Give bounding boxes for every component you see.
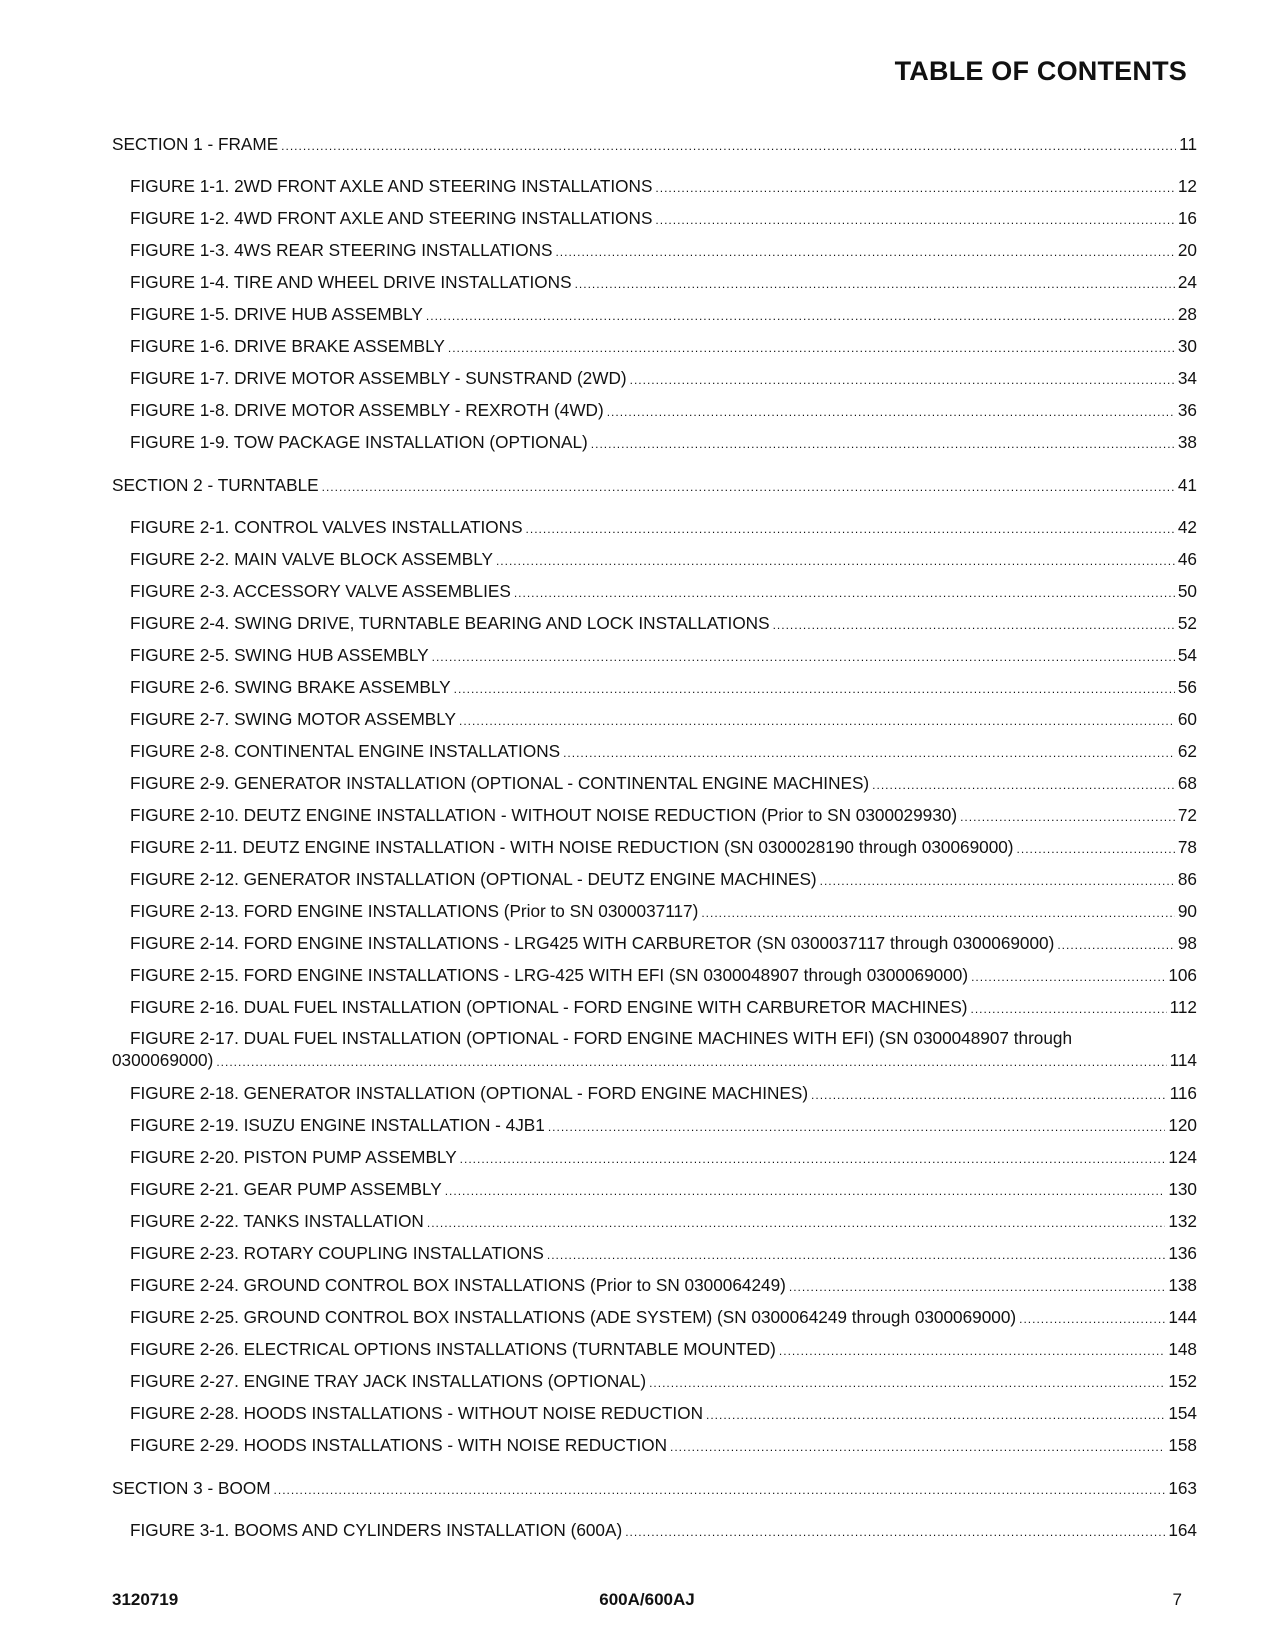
toc-dot-leader (591, 426, 1175, 460)
toc-entry-label: FIGURE 2-20. PISTON PUMP ASSEMBLY (130, 1147, 457, 1167)
toc-entry-label: FIGURE 2-8. CONTINENTAL ENGINE INSTALLATIONS (130, 741, 561, 761)
toc-entry-page: 98 (1177, 933, 1197, 953)
toc-entry-page: 154 (1168, 1403, 1197, 1423)
toc-dot-leader (773, 607, 1175, 641)
toc-entry-label: FIGURE 1-3. 4WS REAR STEERING INSTALLATIONS (130, 240, 553, 260)
toc-figure-entry[interactable] (112, 170, 1197, 202)
toc-entry-label-continued: 0300069000) (112, 1050, 214, 1070)
toc-figure-entry[interactable] (112, 1109, 1197, 1141)
toc-entry-page: 62 (1177, 741, 1197, 761)
toc-entry-page: 116 (1169, 1083, 1197, 1103)
toc-dot-leader (670, 1429, 1165, 1463)
toc-entry-label: FIGURE 2-15. FORD ENGINE INSTALLATIONS - LRG-425 WITH EFI (SN 0300048907 through 0300069000) (130, 965, 969, 985)
toc-dot-leader (1057, 927, 1175, 961)
toc-figure-entry[interactable] (112, 1173, 1197, 1205)
toc-entry-page: 16 (1177, 208, 1197, 228)
toc-entry-page: 54 (1177, 645, 1197, 665)
toc-dot-leader (496, 543, 1175, 577)
toc-figure-entry[interactable] (112, 1141, 1197, 1173)
toc-figure-entry[interactable] (112, 799, 1197, 831)
toc-section-entry[interactable] (112, 469, 1197, 501)
toc-figure-entry[interactable] (112, 1269, 1197, 1301)
toc-entry-page: 112 (1169, 997, 1197, 1017)
toc-figure-entry[interactable] (112, 863, 1197, 895)
toc-entry-page: 72 (1177, 805, 1197, 825)
toc-figure-entry[interactable] (112, 1514, 1197, 1546)
toc-figure-entry[interactable] (112, 543, 1197, 575)
toc-figure-entry[interactable] (112, 234, 1197, 266)
toc-figure-entry[interactable] (112, 1301, 1197, 1333)
toc-entry-page: 120 (1168, 1115, 1197, 1135)
toc-figure-entry[interactable] (112, 202, 1197, 234)
toc-entry-page: 90 (1177, 901, 1197, 921)
toc-entry-label: FIGURE 2-1. CONTROL VALVES INSTALLATIONS (130, 517, 523, 537)
toc-dot-leader (548, 1109, 1165, 1143)
toc-entry-page: 124 (1168, 1147, 1197, 1167)
toc-entry-label: FIGURE 2-4. SWING DRIVE, TURNTABLE BEARING AND LOCK INSTALLATIONS (130, 613, 770, 633)
toc-entry-page: 46 (1177, 549, 1197, 569)
toc-figure-entry[interactable] (112, 1333, 1197, 1365)
toc-entry-label: FIGURE 2-5. SWING HUB ASSEMBLY (130, 645, 429, 665)
toc-dot-leader (1019, 1301, 1165, 1335)
toc-entry-page: 106 (1168, 965, 1197, 985)
toc-entry-page: 68 (1177, 773, 1197, 793)
toc-figure-entry[interactable] (112, 607, 1197, 639)
toc-dot-leader (607, 394, 1175, 428)
toc-dot-leader (971, 959, 1165, 993)
toc-dot-leader (555, 234, 1174, 268)
toc-dot-leader (655, 202, 1174, 236)
toc-dot-leader (649, 1365, 1165, 1399)
toc-entry-label: FIGURE 2-26. ELECTRICAL OPTIONS INSTALLATIONS (TURNTABLE MOUNTED) (130, 1339, 776, 1359)
toc-entry-label: FIGURE 2-10. DEUTZ ENGINE INSTALLATION - WITHOUT NOISE REDUCTION (Prior to SN 0300029930) (130, 805, 958, 825)
toc-dot-leader (274, 1472, 1166, 1506)
toc-dot-leader (459, 703, 1175, 737)
toc-dot-leader (779, 1333, 1165, 1367)
toc-dot-leader (872, 767, 1175, 801)
toc-entry-label: FIGURE 2-29. HOODS INSTALLATIONS - WITH NOISE REDUCTION (130, 1435, 668, 1455)
toc-dot-leader (789, 1269, 1165, 1303)
toc-dot-leader (322, 469, 1175, 503)
footer-page-number: 7 (1172, 1590, 1182, 1609)
toc-dot-leader (820, 863, 1175, 897)
toc-entry-label: FIGURE 2-22. TANKS INSTALLATION (130, 1211, 424, 1231)
toc-dot-leader (526, 511, 1175, 545)
toc-dot-leader (563, 735, 1175, 769)
toc-figure-entry[interactable] (112, 671, 1197, 703)
toc-entry-label: FIGURE 2-27. ENGINE TRAY JACK INSTALLATIONS (OPTIONAL) (130, 1371, 647, 1391)
toc-section-entry[interactable] (112, 128, 1197, 160)
toc-entry-label: FIGURE 1-7. DRIVE MOTOR ASSEMBLY - SUNSTRAND (2WD) (130, 368, 627, 388)
toc-figure-entry[interactable] (112, 927, 1197, 959)
toc-entry-label: FIGURE 2-28. HOODS INSTALLATIONS - WITHOUT NOISE REDUCTION (130, 1403, 703, 1423)
footer-model: 600A/600AJ (599, 1590, 695, 1609)
page-title: TABLE OF CONTENTS (894, 56, 1187, 86)
toc-dot-leader (1017, 831, 1175, 865)
toc-dot-leader (427, 1205, 1165, 1239)
toc-entry-label: FIGURE 1-8. DRIVE MOTOR ASSEMBLY - REXROTH (4WD) (130, 400, 604, 420)
toc-entry-page: 138 (1168, 1275, 1197, 1295)
toc-figure-entry[interactable] (112, 767, 1197, 799)
toc-dot-leader (514, 575, 1175, 609)
toc-entry-label: FIGURE 1-1. 2WD FRONT AXLE AND STEERING INSTALLATIONS (130, 176, 653, 196)
toc-entry-page: 78 (1177, 837, 1197, 857)
toc-entry-label: SECTION 3 - BOOM (112, 1478, 271, 1498)
toc-entry-label: FIGURE 2-14. FORD ENGINE INSTALLATIONS - LRG425 WITH CARBURETOR (SN 0300037117 through 0300069000) (130, 933, 1055, 953)
toc-entry-label: FIGURE 2-7. SWING MOTOR ASSEMBLY (130, 709, 456, 729)
toc-entry-page: 132 (1168, 1211, 1197, 1231)
toc-figure-entry[interactable] (112, 298, 1197, 330)
toc-entry-page: 34 (1177, 368, 1197, 388)
toc-entry-page: 24 (1177, 272, 1197, 292)
toc-entry-label: FIGURE 2-9. GENERATOR INSTALLATION (OPTIONAL - CONTINENTAL ENGINE MACHINES) (130, 773, 870, 793)
toc-figure-entry[interactable] (112, 831, 1197, 863)
toc-figure-entry[interactable] (112, 1205, 1197, 1237)
toc-figure-entry[interactable] (112, 330, 1197, 362)
toc-dot-leader (448, 330, 1175, 364)
toc-figure-entry[interactable] (112, 959, 1197, 991)
toc-dot-leader (445, 1173, 1166, 1207)
toc-entry-label: FIGURE 2-2. MAIN VALVE BLOCK ASSEMBLY (130, 549, 493, 569)
toc-entry-label: FIGURE 2-23. ROTARY COUPLING INSTALLATIONS (130, 1243, 544, 1263)
toc-entry-page: 41 (1177, 475, 1197, 495)
toc-entry-label: SECTION 2 - TURNTABLE (112, 475, 319, 495)
toc-entry-label: FIGURE 2-25. GROUND CONTROL BOX INSTALLATIONS (ADE SYSTEM) (SN 0300064249 through 0300069000) (130, 1307, 1017, 1327)
toc-dot-leader (630, 362, 1175, 396)
toc-entry-label: FIGURE 2-12. GENERATOR INSTALLATION (OPTIONAL - DEUTZ ENGINE MACHINES) (130, 869, 817, 889)
toc-figure-entry[interactable] (112, 703, 1197, 735)
toc-entry-page: 56 (1177, 677, 1197, 697)
toc-dot-leader (460, 1141, 1166, 1175)
toc-entry-page: 86 (1177, 869, 1197, 889)
toc-entry-label: FIGURE 2-6. SWING BRAKE ASSEMBLY (130, 677, 451, 697)
toc-figure-entry[interactable] (112, 426, 1197, 458)
toc-entry-label: FIGURE 1-2. 4WD FRONT AXLE AND STEERING INSTALLATIONS (130, 208, 653, 228)
toc-entry-label: FIGURE 3-1. BOOMS AND CYLINDERS INSTALLATION (600A) (130, 1520, 623, 1540)
toc-entry-label: FIGURE 1-4. TIRE AND WHEEL DRIVE INSTALLATIONS (130, 272, 572, 292)
toc-entry-page: 136 (1168, 1243, 1197, 1263)
toc-entry-page: 12 (1177, 176, 1197, 196)
toc-entry-label: FIGURE 1-9. TOW PACKAGE INSTALLATION (OPTIONAL) (130, 432, 588, 452)
toc-entry-page: 152 (1168, 1371, 1197, 1391)
toc-entry-page: 148 (1168, 1339, 1197, 1359)
toc-entry-label: FIGURE 1-6. DRIVE BRAKE ASSEMBLY (130, 336, 445, 356)
toc-figure-entry[interactable] (112, 266, 1197, 298)
toc-entry-label: SECTION 1 - FRAME (112, 134, 279, 154)
toc-figure-entry[interactable] (112, 1429, 1197, 1461)
toc-dot-leader (706, 1397, 1165, 1431)
toc-dot-leader (625, 1514, 1165, 1548)
toc-entry-label: FIGURE 2-21. GEAR PUMP ASSEMBLY (130, 1179, 442, 1199)
toc-entry-label: FIGURE 2-24. GROUND CONTROL BOX INSTALLATIONS (Prior to SN 0300064249) (130, 1275, 786, 1295)
toc-entry-page: 164 (1168, 1520, 1197, 1540)
toc-entry-page: 130 (1168, 1179, 1197, 1199)
toc-dot-leader (655, 170, 1174, 204)
toc-dot-leader (281, 128, 1176, 162)
toc-entry-page: 114 (1169, 1050, 1197, 1070)
toc-section-entry[interactable] (112, 1472, 1197, 1504)
toc-entry-page: 60 (1177, 709, 1197, 729)
toc-entry-page: 52 (1177, 613, 1197, 633)
toc-figure-entry[interactable] (112, 1237, 1197, 1269)
toc-entry-page: 42 (1177, 517, 1197, 537)
toc-entry-label: FIGURE 2-17. DUAL FUEL INSTALLATION (OPTIONAL - FORD ENGINE MACHINES WITH EFI) (SN 0300048907 through (130, 1028, 1073, 1048)
toc-figure-entry[interactable] (112, 1397, 1197, 1429)
toc-dot-leader (216, 1049, 1166, 1073)
toc-entry-page: 28 (1177, 304, 1197, 324)
toc-entry-page: 144 (1168, 1307, 1197, 1327)
toc-figure-entry[interactable] (112, 575, 1197, 607)
toc-entry-page: 38 (1177, 432, 1197, 452)
toc-entry-page: 20 (1177, 240, 1197, 260)
toc-dot-leader (971, 991, 1167, 1025)
toc-dot-leader (701, 895, 1175, 929)
toc-dot-leader (960, 799, 1175, 833)
toc-entry-label: FIGURE 2-16. DUAL FUEL INSTALLATION (OPTIONAL - FORD ENGINE WITH CARBURETOR MACHINES) (130, 997, 968, 1017)
toc-entry-label: FIGURE 2-3. ACCESSORY VALVE ASSEMBLIES (130, 581, 511, 601)
toc-figure-entry[interactable] (112, 1365, 1197, 1397)
toc-figure-entry[interactable] (112, 895, 1197, 927)
toc-figure-entry[interactable] (112, 362, 1197, 394)
toc-figure-entry[interactable] (112, 991, 1197, 1023)
toc-dot-leader (454, 671, 1175, 705)
toc-entry-label: FIGURE 2-13. FORD ENGINE INSTALLATIONS (Prior to SN 0300037117) (130, 901, 699, 921)
toc-figure-entry[interactable] (112, 1077, 1197, 1109)
toc-entry-page: 50 (1177, 581, 1197, 601)
toc-figure-entry[interactable] (112, 735, 1197, 767)
toc-entry-label: FIGURE 1-5. DRIVE HUB ASSEMBLY (130, 304, 423, 324)
table-of-contents (112, 128, 1197, 1546)
toc-dot-leader (426, 298, 1175, 332)
toc-entry-page: 30 (1177, 336, 1197, 356)
toc-dot-leader (811, 1077, 1167, 1111)
toc-entry-label: FIGURE 2-18. GENERATOR INSTALLATION (OPTIONAL - FORD ENGINE MACHINES) (130, 1083, 809, 1103)
footer-doc-number: 3120719 (112, 1590, 179, 1609)
toc-entry-page: 36 (1177, 400, 1197, 420)
toc-entry-page: 11 (1179, 134, 1197, 154)
toc-entry-label: FIGURE 2-19. ISUZU ENGINE INSTALLATION - 4JB1 (130, 1115, 545, 1135)
toc-figure-entry[interactable] (112, 639, 1197, 671)
toc-dot-leader (547, 1237, 1165, 1271)
toc-figure-entry[interactable] (112, 511, 1197, 543)
toc-entry-page: 163 (1168, 1478, 1197, 1498)
toc-figure-entry[interactable] (112, 1023, 1197, 1077)
toc-dot-leader (575, 266, 1175, 300)
toc-entry-label: FIGURE 2-11. DEUTZ ENGINE INSTALLATION - WITH NOISE REDUCTION (SN 0300028190 through 030069000) (130, 837, 1014, 857)
toc-figure-entry[interactable] (112, 394, 1197, 426)
toc-dot-leader (432, 639, 1175, 673)
toc-entry-page: 158 (1168, 1435, 1197, 1455)
